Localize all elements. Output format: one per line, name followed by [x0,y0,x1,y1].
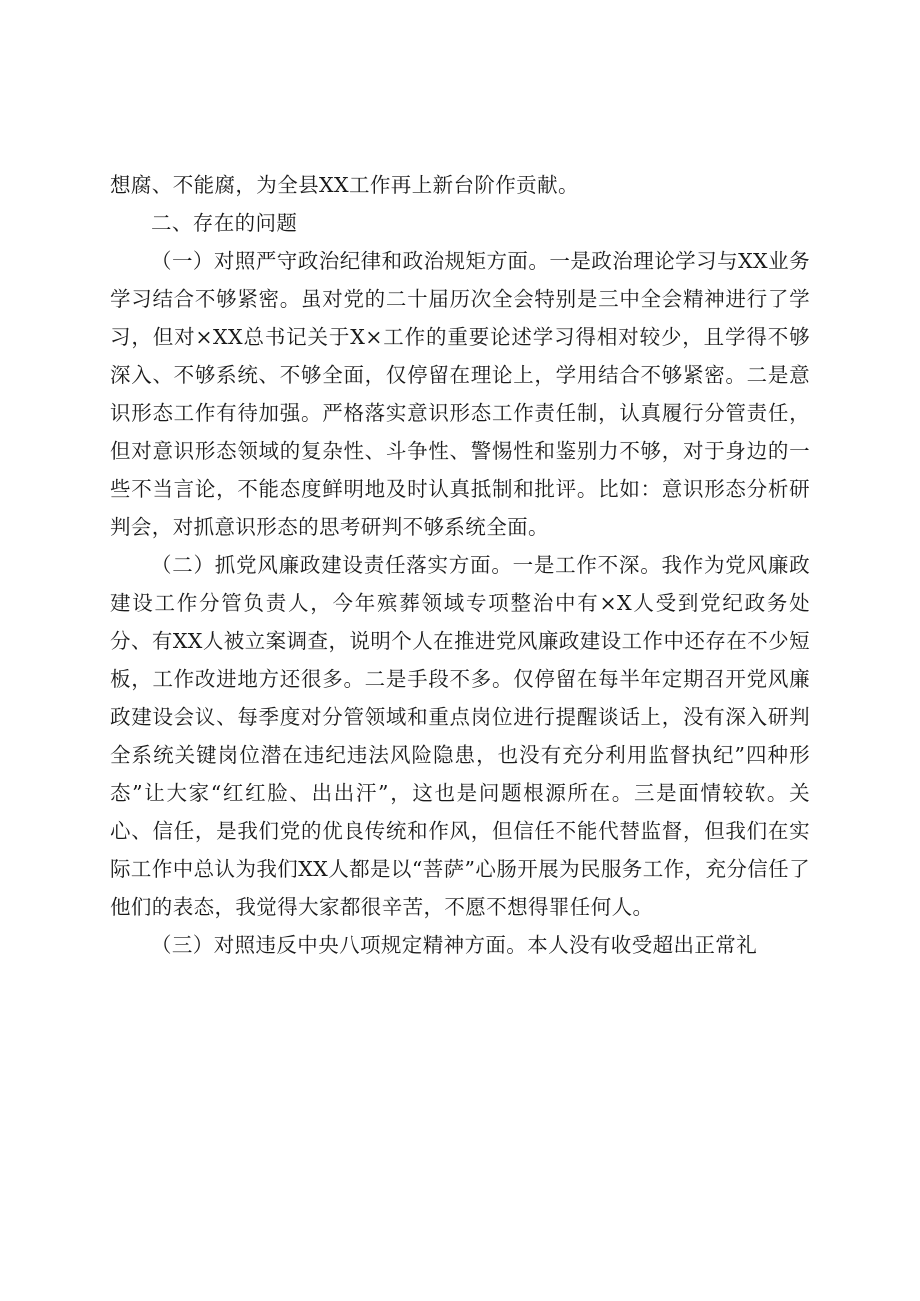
paragraph-item-2: （二）抓党风廉政建设责任落实方面。一是工作不深。我作为党风廉政建设工作分管负责人，今年殡葬领域专项整治中有×X人受到党纪政务处分、有XX人被立案调查，说明个人在推进党风廉政建设工作中还存在不少短板，工作改进地方还很多。二是手段不多。仅停留在每半年定期召开党风廉政建设会议、每季度对分管领域和重点岗位进行提醒谈话上，没有深入研判全系统关键岗位潜在违纪违法风险隐患，也没有充分利用监督执纪”四种形态”让大家“红红脸、出出汗”，这也是问题根源所在。三是面情较软。关心、信任，是我们党的优良传统和作风，但信任不能代替监督，但我们在实际工作中总认为我们XX人都是以“菩萨”心肠开展为民服务工作，充分信任了他们的表态，我觉得大家都很辛苦，不愿不想得罪任何人。 [110,553,810,919]
document-body [110,166,810,964]
paragraph-item-3: （三）对照违反中央八项规定精神方面。本人没有收受超出正常礼 [151,933,758,957]
paragraph-continuation: 想腐、不能腐，为全县XX工作再上新台阶作贡献。 [110,173,579,197]
section-heading: 二、存在的问题 [151,211,298,235]
paragraph-item-1: （一）对照严守政治纪律和政治规矩方面。一是政治理论学习与XX业务学习结合不够紧密。虽对党的二十届历次全会特别是三中全会精神进行了学习，但对×XX总书记关于X×工作的重要论述学习得相对较少，且学得不够深入、不够系统、不够全面，仅停留在理论上，学用结合不够紧密。二是意识形态工作有待加强。严格落实意识形态工作责任制，认真履行分管责任，但对意识形态领域的复杂性、斗争性、警惕性和鉴别力不够，对于身边的一些不当言论，不能态度鲜明地及时认真抵制和批评。比如：意识形态分析研判会，对抓意识形态的思考研判不够系统全面。 [110,249,810,539]
